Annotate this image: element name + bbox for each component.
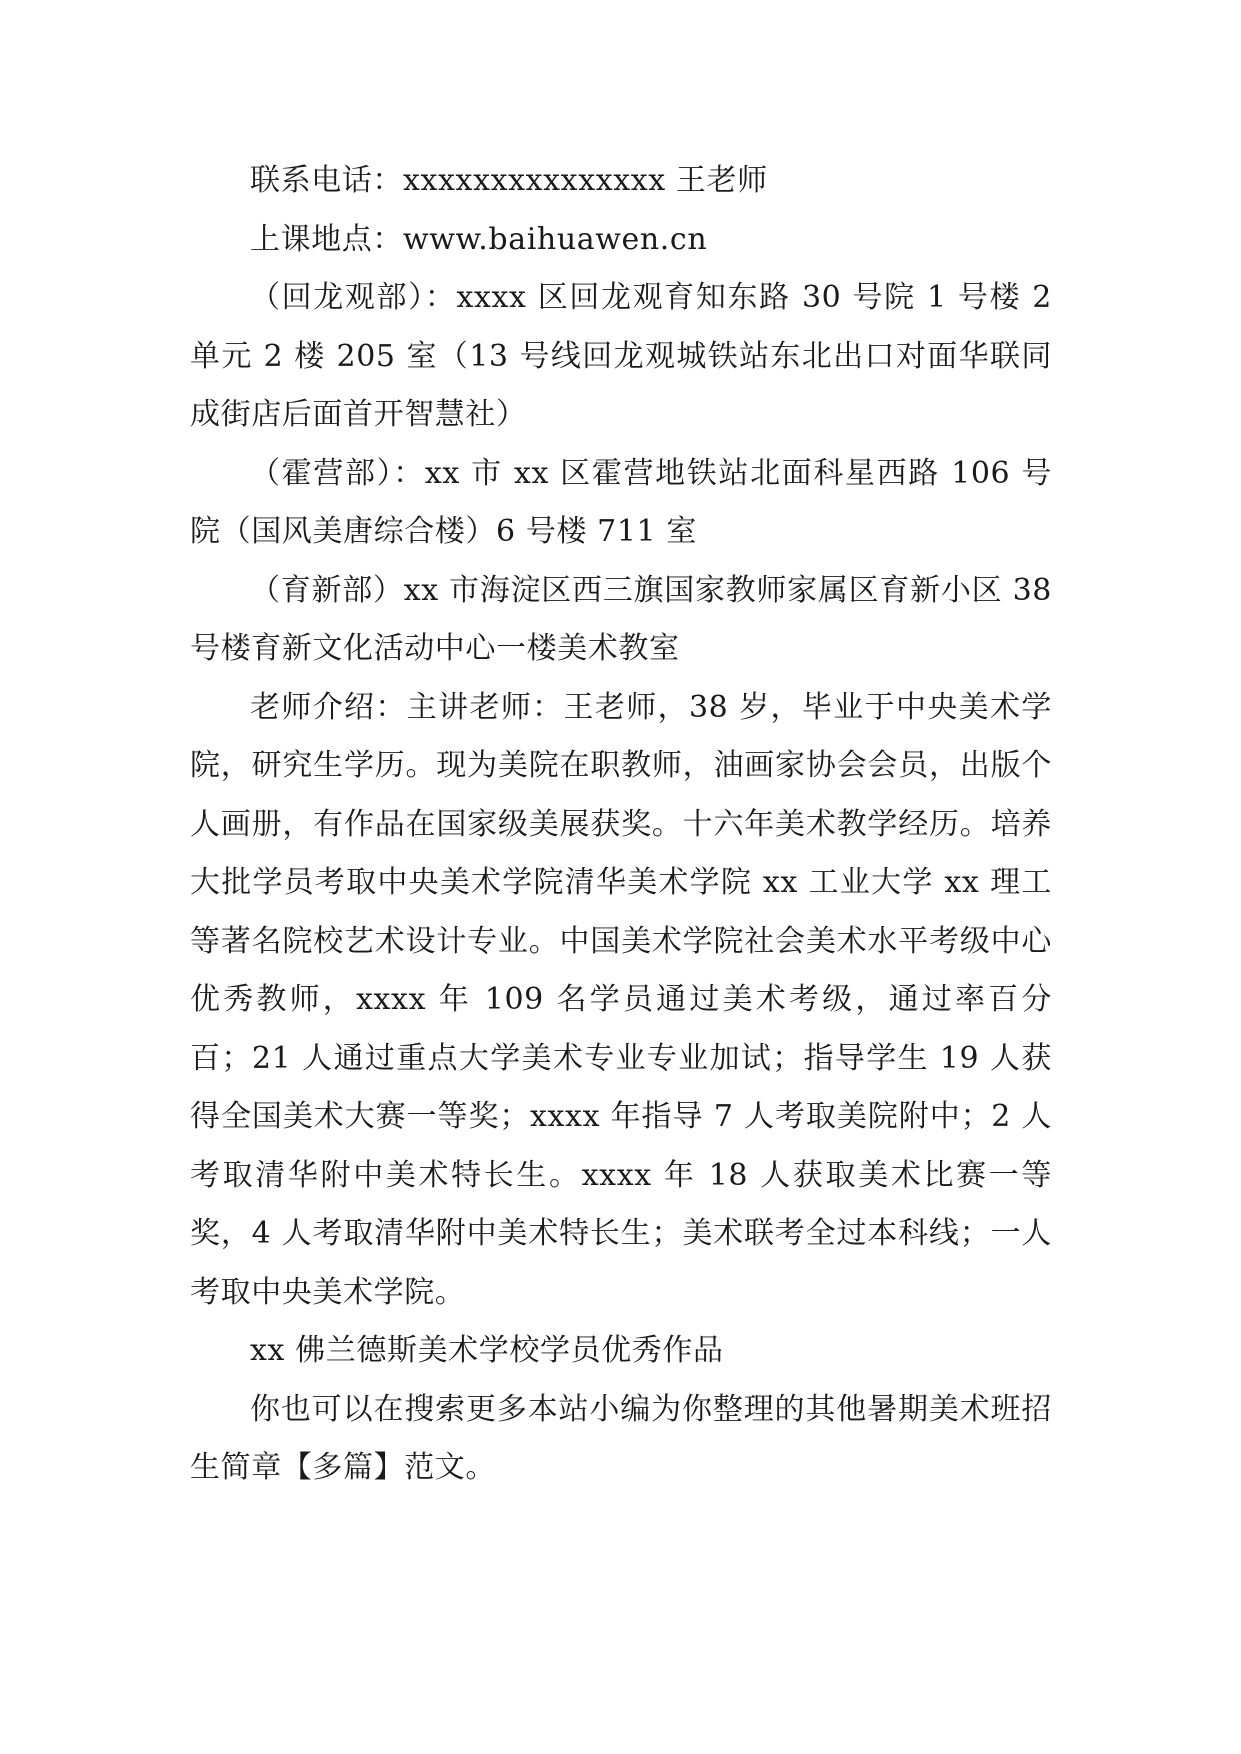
contact-phone-paragraph: 联系电话：xxxxxxxxxxxxxxx 王老师 — [250, 163, 768, 198]
document-body — [190, 152, 1052, 1498]
teacher-introduction-paragraph: 老师介绍：主讲老师：王老师，38 岁，毕业于中央美术学院，研究生学历。现为美院在职教师，油画家协会会员，出版个人画册，有作品在国家级美展获奖。十六年美术教学经历。培养大批学员考取中央美术学院清华美术学院 xx 工业大学 xx 理工等著名院校艺术设计专业。中国美术学院社会美术水平考级中心优秀教师，xxxx 年 109 名学员通过美术考级，通过率百分百；21 人通过重点大学美术专业专业加试；指导学生 19 人获得全国美术大赛一等奖；xxxx 年指导 7 人考取美院附中；2 人考取清华附中美术特长生。xxxx 年 18 人获取美术比赛一等奖，4 人考取清华附中美术特长生；美术联考全过本科线；一人考取中央美术学院。 — [190, 689, 1052, 1310]
student-works-paragraph: xx 佛兰德斯美术学校学员优秀作品 — [250, 1333, 724, 1368]
yuxin-campus-paragraph: （育新部）xx 市海淀区西三旗国家教师家属区育新小区 38 号楼育新文化活动中心一楼美术教室 — [190, 572, 1052, 666]
huilongguan-campus-paragraph: （回龙观部）：xxxx 区回龙观育知东路 30 号院 1 号楼 2 单元 2 楼 205 室（13 号线回龙观城铁站东北出口对面华联同成街店后面首开智慧社） — [190, 280, 1052, 432]
huoying-campus-paragraph: （霍营部）：xx 市 xx 区霍营地铁站北面科星西路 106 号院（国风美唐综合楼）6 号楼 711 室 — [190, 455, 1052, 549]
class-location-paragraph: 上课地点：www.baihuawen.cn — [250, 221, 708, 257]
more-articles-paragraph: 你也可以在搜索更多本站小编为你整理的其他暑期美术班招生简章【多篇】范文。 — [190, 1391, 1052, 1485]
